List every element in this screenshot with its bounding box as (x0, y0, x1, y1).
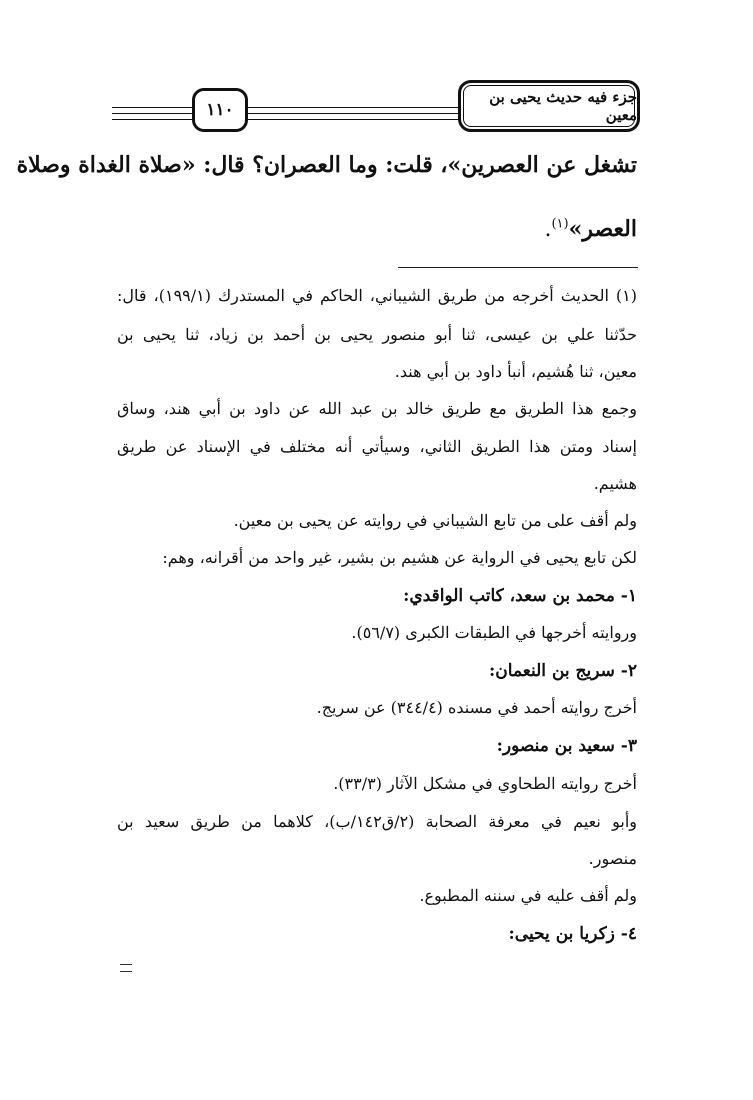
footnote-line: هشيم. (593, 474, 637, 493)
footnote-line: ولم أقف عليه في سننه المطبوع. (419, 886, 637, 905)
footnote-line: معين، ثنا هُشيم، أنبأ داود بن أبي هند. (394, 362, 637, 381)
main-text-word: العصر» (568, 216, 637, 242)
header-rule (112, 119, 458, 120)
footnote-heading: ٢- سريج بن النعمان: (489, 661, 637, 681)
main-text-punct: . (544, 217, 552, 242)
page-number: ١١٠ (192, 88, 248, 132)
footnote-ref: (١) (551, 216, 569, 232)
footnote-line: إسناد ومتن هذا الطريق الثاني، وسيأتي أنه مختلف في الإسناد عن طريق (117, 437, 637, 456)
footnote-line: لكن تابع يحيى في الرواية عن هشيم بن بشير، غير واحد من أقرانه، وهم: (162, 548, 637, 567)
footnote-line: وروايته أخرجها في الطبقات الكبرى (٥٦/٧). (351, 623, 637, 642)
running-title: جزء فيه حديث يحيى بن معين (458, 80, 640, 132)
footnote-heading: ١- محمد بن سعد، كاتب الواقدي: (403, 586, 637, 606)
footnote-line: (١) الحديث أخرجه من طريق الشيباني، الحاكم في المستدرك (١٩٩/١)، قال: (117, 286, 638, 305)
footnote-line: أخرج روايته أحمد في مسنده (٣٤٤/٤) عن سريج. (316, 698, 637, 717)
header-rule (112, 107, 458, 108)
footnote-line: وأبو نعيم في معرفة الصحابة (٢/ق١٤٢/ب)، كلاهما من طريق سعيد بن (117, 812, 638, 831)
footnote-line: أخرج روايته الطحاوي في مشكل الآثار (٣٣/٣). (333, 774, 637, 793)
footnote-heading: ٣- سعيد بن منصور: (496, 736, 637, 756)
footnote-line: حدّثنا علي بن عيسى، ثنا أبو منصور يحيى بن أحمد بن زياد، ثنا يحيى بن (117, 325, 637, 344)
footnote-heading: ٤- زكريا بن يحيى: (508, 924, 637, 944)
main-text-line: تشغل عن العصرين»، قلت: وما العصران؟ قال: «صلاة الغداة وصلاة (16, 152, 637, 178)
footnote-separator (398, 267, 638, 268)
continuation-mark (120, 964, 132, 972)
footnote-line: وجمع هذا الطريق مع طريق خالد بن عبد الله عن داود بن أبي هند، وساق (117, 399, 637, 418)
header-rule (112, 113, 458, 114)
main-text-line (117, 216, 637, 242)
footnote-line: ولم أقف على من تابع الشيباني في روايته عن يحيى بن معين. (233, 511, 637, 530)
footnote-line: منصور. (588, 849, 637, 868)
